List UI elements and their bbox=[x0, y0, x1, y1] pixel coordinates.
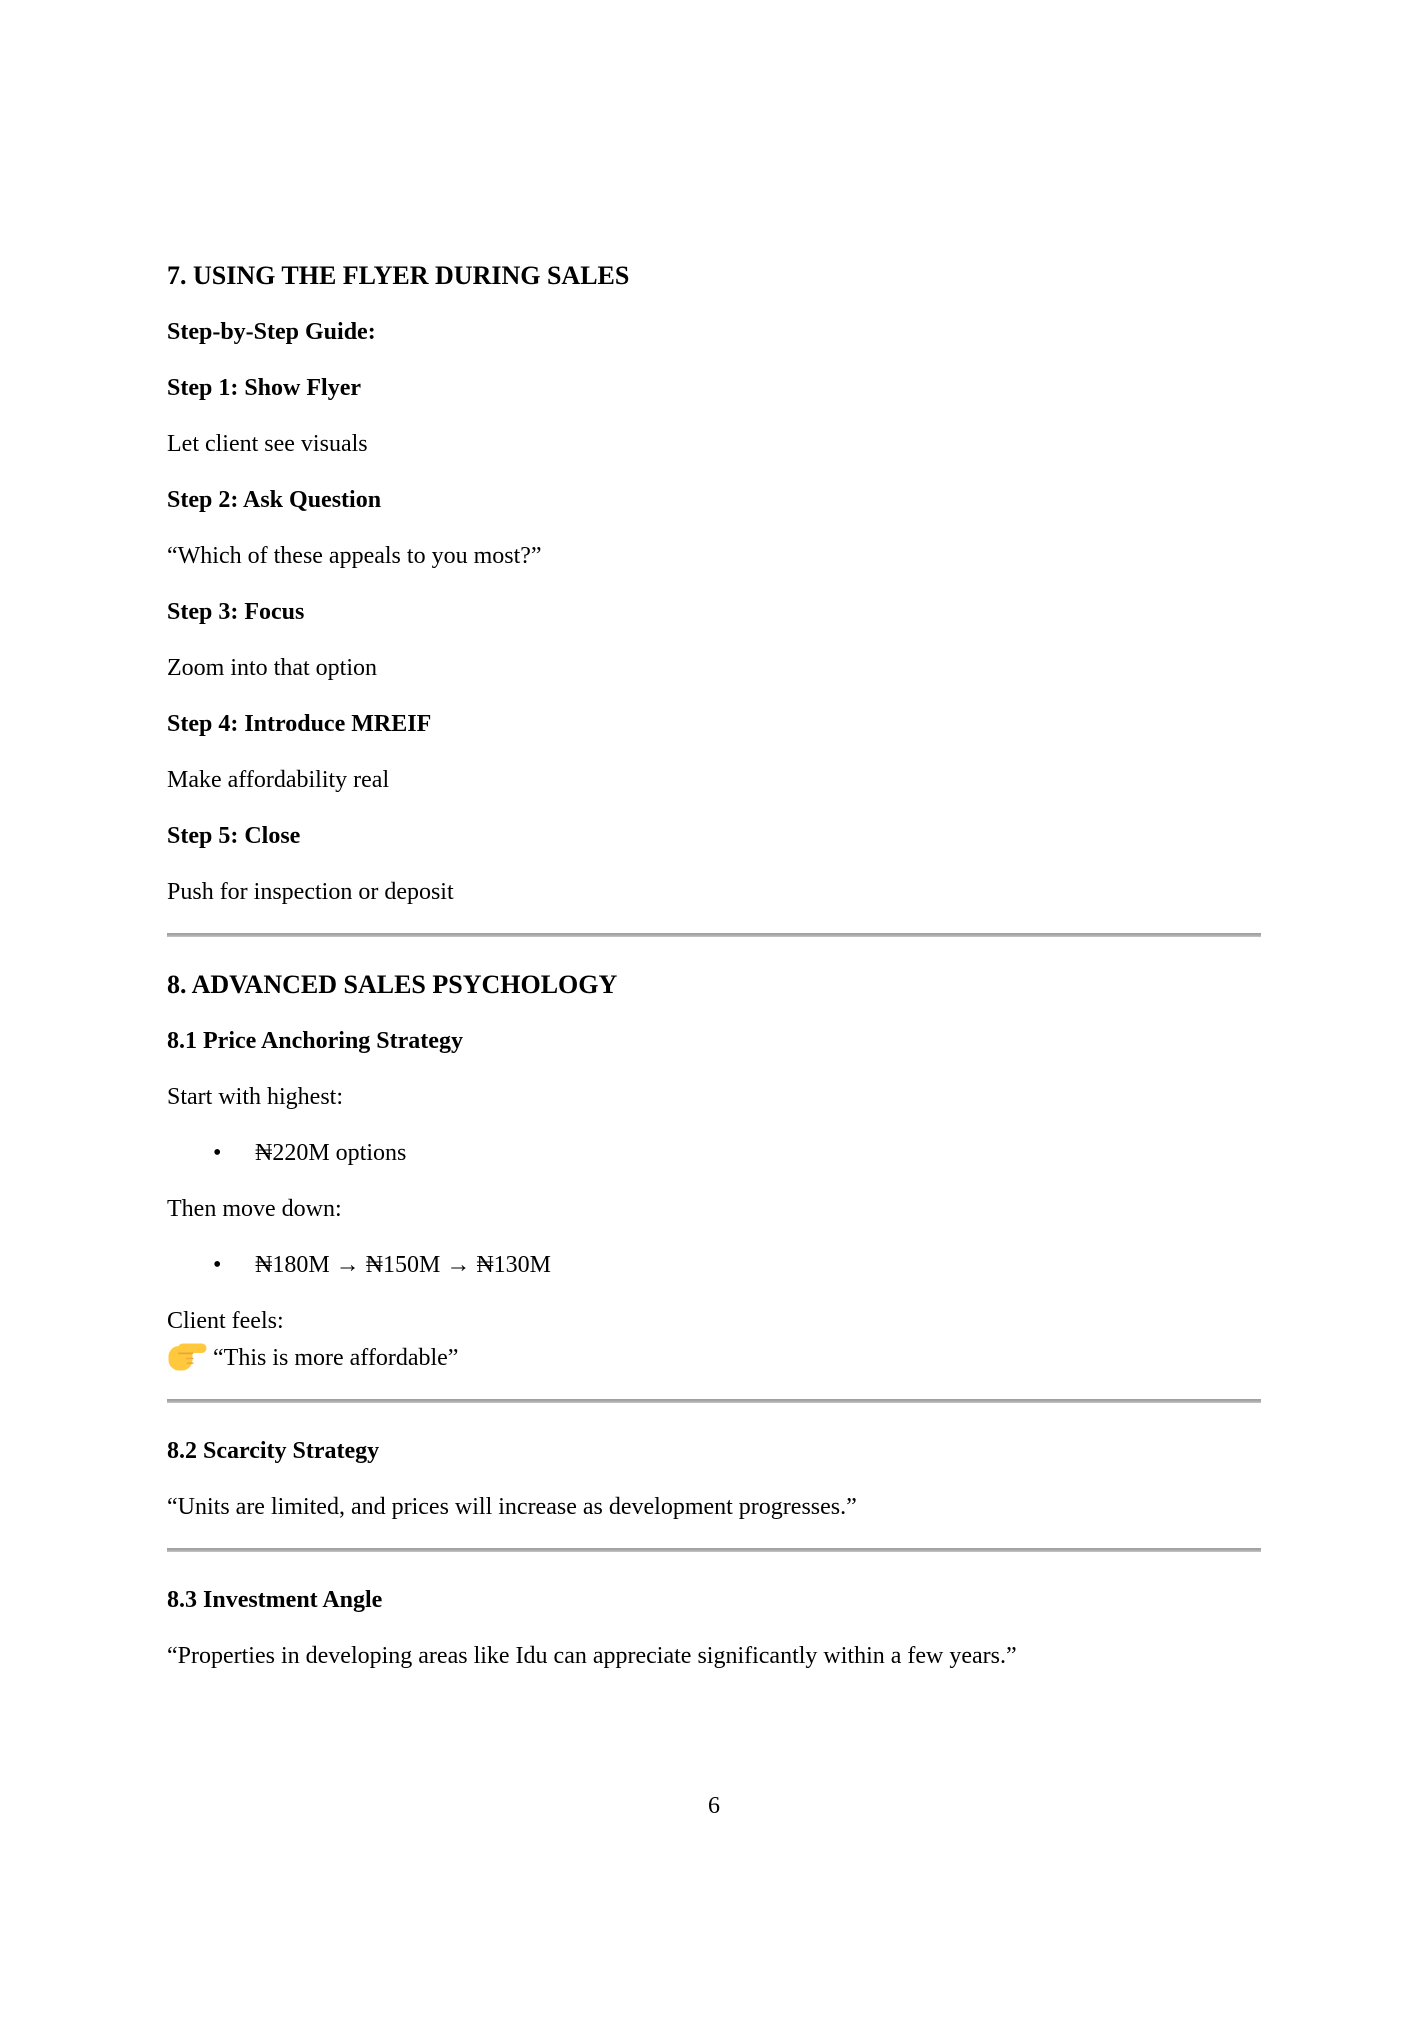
step-2-body: “Which of these appeals to you most?” bbox=[167, 543, 542, 569]
section-divider bbox=[167, 1399, 1261, 1403]
investment-quote: “Properties in developing areas like Idu can appreciate significantly within a few years.” bbox=[167, 1643, 1017, 1669]
step-3-body: Zoom into that option bbox=[167, 655, 377, 681]
section-8-1-heading: 8.1 Price Anchoring Strategy bbox=[167, 1028, 463, 1054]
section-7-heading: 7. USING THE FLYER DURING SALES bbox=[167, 261, 630, 290]
step-2-label: Step 2: Ask Question bbox=[167, 487, 382, 513]
scarcity-quote: “Units are limited, and prices will increase as development progresses.” bbox=[167, 1494, 857, 1520]
list-item: • ₦220M options bbox=[255, 1138, 1261, 1168]
client-feels-paragraph bbox=[167, 1306, 1261, 1373]
step-1-label: Step 1: Show Flyer bbox=[167, 375, 361, 401]
step-5-body: Push for inspection or deposit bbox=[167, 879, 454, 905]
step-3-label: Step 3: Focus bbox=[167, 599, 305, 625]
pricing-move-label: Then move down: bbox=[167, 1196, 342, 1222]
section-8-heading: 8. ADVANCED SALES PSYCHOLOGY bbox=[167, 970, 618, 999]
step-guide-label: Step-by-Step Guide: bbox=[167, 319, 376, 345]
client-feels-quote: “This is more affordable” bbox=[213, 1345, 459, 1371]
list-item: • ₦180M → ₦150M → ₦130M bbox=[255, 1250, 1261, 1280]
step-4-body: Make affordability real bbox=[167, 767, 390, 793]
section-8-3-heading: 8.3 Investment Angle bbox=[167, 1587, 383, 1613]
section-8-2-heading: 8.2 Scarcity Strategy bbox=[167, 1438, 380, 1464]
pointing-right-hand-icon bbox=[167, 1336, 207, 1372]
section-divider bbox=[167, 933, 1261, 937]
anchor-price-list bbox=[167, 1138, 1261, 1168]
step-4-label: Step 4: Introduce MREIF bbox=[167, 711, 432, 737]
price-sequence-list bbox=[167, 1250, 1261, 1280]
page-number: 6 bbox=[708, 1793, 720, 1819]
section-divider bbox=[167, 1548, 1261, 1552]
client-feels-label: Client feels: bbox=[167, 1308, 284, 1334]
pricing-start-label: Start with highest: bbox=[167, 1084, 343, 1110]
step-5-label: Step 5: Close bbox=[167, 823, 301, 849]
step-1-body: Let client see visuals bbox=[167, 431, 368, 457]
